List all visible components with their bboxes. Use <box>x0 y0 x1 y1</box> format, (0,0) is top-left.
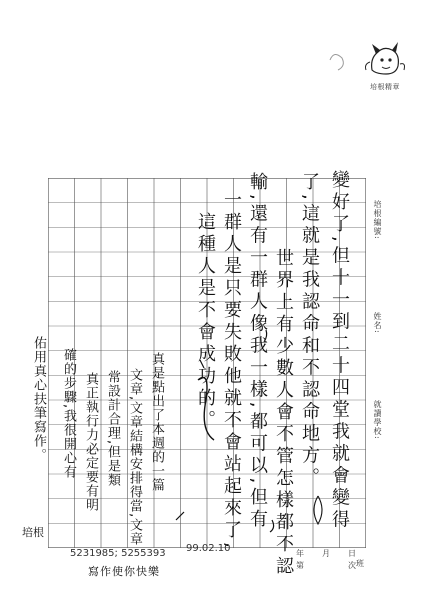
teacher-comment-column: 文章,文章結構安排得當,文章 <box>127 368 142 547</box>
month-label: 月 <box>322 549 330 558</box>
handwriting-column: 變好了,但十一到二十四堂我就會變得 <box>329 170 350 532</box>
motto: 寫作使你快樂 <box>88 565 160 578</box>
teacher-comment-column: 確的步驟,我很開心有 <box>61 348 76 480</box>
teacher-id-label: 培根編號: <box>373 200 382 240</box>
handwriting-column: 這種人是不會成功的。 <box>195 212 216 432</box>
brand-signature: 培根 <box>22 526 44 539</box>
ordinal-label: 第 <box>296 561 304 570</box>
handwriting-column: 輸,還有一群人像我一樣,都可以,但有 <box>247 172 268 532</box>
day-label: 日 <box>348 549 356 558</box>
class-label: 班 <box>356 559 364 568</box>
teacher-comment-column: 常設計合理,但是類 <box>105 370 120 488</box>
handwriting-column: 世界上有少數人會不管怎樣都不認 <box>273 248 294 578</box>
phone-numbers: 5231985; 5255393 <box>70 548 166 559</box>
stamp-caption: 培根精章 <box>370 83 400 91</box>
handwriting-column: 一群人是只要失敗他就不會站起來了, <box>221 190 242 552</box>
teacher-comment-column: 佑用真心扶筆寫作。 <box>31 336 46 462</box>
handwriting-column: 了,這就是我認命和不認命地方。 <box>299 172 320 490</box>
name-label: 姓名: <box>373 312 382 334</box>
teacher-comment-column: 真是點出了本週的一篇 <box>149 352 164 492</box>
year-label: 年 <box>296 549 304 558</box>
school-label: 就讀學校: <box>373 400 382 440</box>
times-label: 次 <box>348 561 356 570</box>
date-stamp: 99.02.10 <box>186 543 231 554</box>
teacher-comment-column: 真正執行力必定要有明 <box>83 372 98 512</box>
